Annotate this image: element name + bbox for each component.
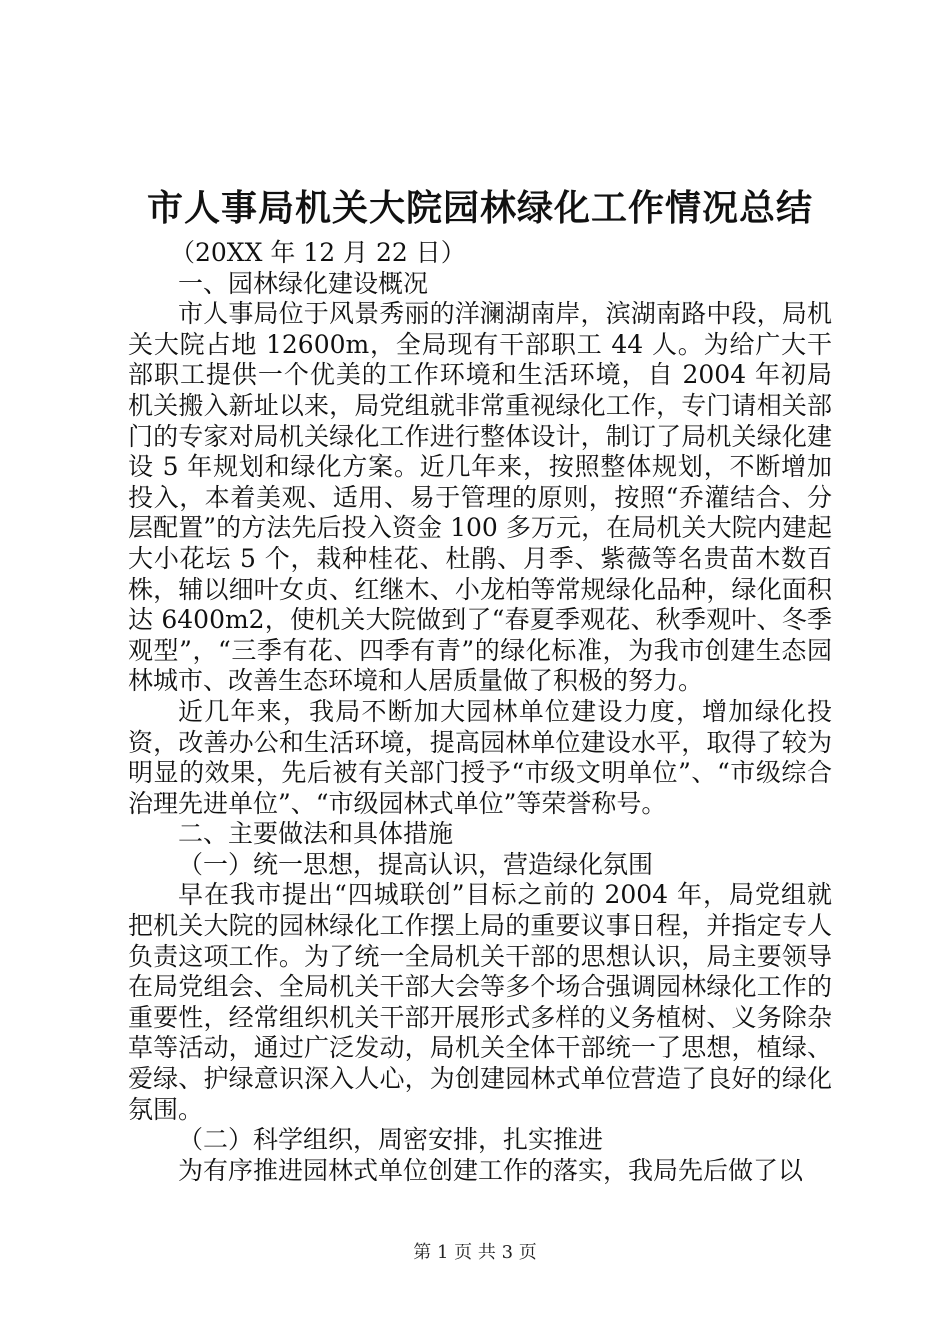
- section-heading-2: 二、主要做法和具体措施: [178, 819, 454, 849]
- document-page: [128, 182, 832, 1186]
- subheading-2: （二）科学组织，周密安排，扎实推进: [178, 1125, 604, 1155]
- paragraph-1: 市人事局位于风景秀丽的洋澜湖南岸，滨湖南路中段，局机关大院占地 12600m，全局现有干部职工 44 人。为给广大干部职工提供一个优美的工作环境和生活环境，自 2004 年初局机关搬入新址以来，局党组就非常重视绿化工作，专门请相关部门的专家对局机关绿化工作进行整体设计，制订了局机关绿化建设 5 年规划和绿化方案。近几年来，按照整体规划，不断增加投入，本着美观、适用、易于管理的原则，按照“乔灌结合、分层配置”的方法先后投入资金 100 多万元，在局机关大院内建起大小花坛 5 个，栽种桂花、杜鹃、月季、紫薇等名贵苗木数百株，辅以细叶女贞、红继木、小龙柏等常规绿化品种，绿化面积达 6400m2，使机关大院做到了“春夏季观花、秋季观叶、冬季观型”，“三季有花、四季有青”的绿化标准，为我市创建生态园林城市、改善生态环境和人居质量做了积极的努力。: [128, 299, 832, 696]
- paragraph-4: 为有序推进园林式单位创建工作的落实，我局先后做了以: [178, 1155, 804, 1185]
- document-date: （20XX 年 12 月 22 日）: [170, 238, 466, 267]
- paragraph-2: 近几年来，我局不断加大园林单位建设力度，增加绿化投资，改善办公和生活环境，提高园林单位建设水平，取得了较为明显的效果，先后被有关部门授予“市级文明单位”、“市级综合治理先进单位”、“市级园林式单位”等荣誉称号。: [128, 696, 832, 818]
- subheading-1: （一）统一思想，提高认识，营造绿化氛围: [178, 849, 654, 879]
- page-number-footer: 第 1 页 共 3 页: [413, 1242, 537, 1263]
- section-heading-1: 一、园林绿化建设概况: [178, 268, 429, 298]
- document-title: 市人事局机关大院园林绿化工作情况总结: [146, 187, 813, 229]
- paragraph-3: 早在我市提出“四城联创”目标之前的 2004 年，局党组就把机关大院的园林绿化工作摆上局的重要议事日程，并指定专人负责这项工作。为了统一全局机关干部的思想认识，局主要领导在局党组会、全局机关干部大会等多个场合强调园林绿化工作的重要性，经常组织机关干部开展形式多样的义务植树、义务除杂草等活动，通过广泛发动，局机关全体干部统一了思想，植绿、爱绿、护绿意识深入人心，为创建园林式单位营造了良好的绿化氛围。: [128, 880, 832, 1124]
